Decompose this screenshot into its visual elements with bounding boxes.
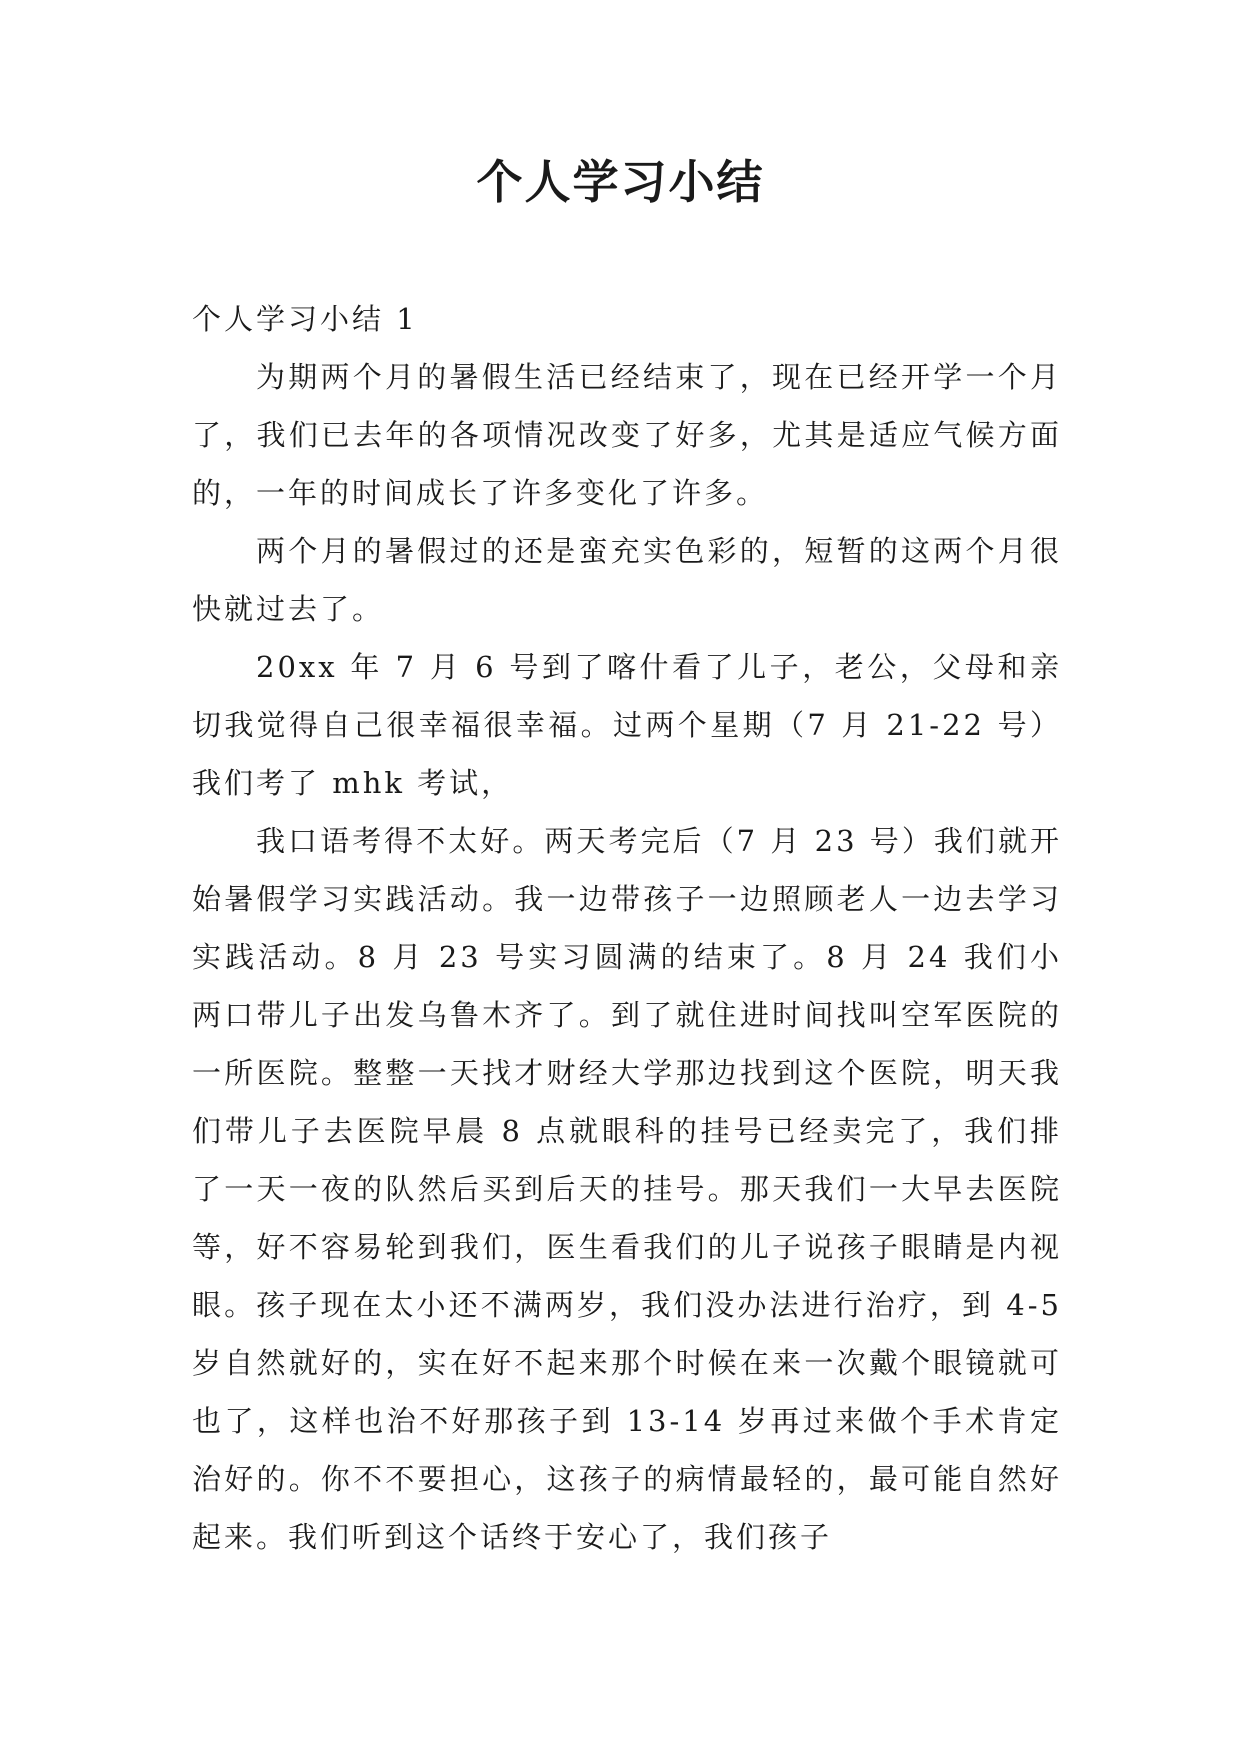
paragraph-2: 两个月的暑假过的还是蛮充实色彩的，短暂的这两个月很快就过去了。 — [192, 534, 1062, 626]
document-body — [192, 290, 1062, 1566]
document-title: 个人学习小结 — [476, 155, 765, 209]
paragraph-4: 我口语考得不太好。两天考完后（7 月 23 号）我们就开始暑假学习实践活动。我一边带孩子一边照顾老人一边去学习实践活动。8 月 23 号实习圆满的结束了。8 月 24 我们小两口带儿子出发乌鲁木齐了。到了就住进时间找叫空军医院的一所医院。整整一天找才财经大学那边找到这个医院，明天我们带儿子去医院早晨 8 点就眼科的挂号已经卖完了，我们排了一天一夜的队然后买到后天的挂号。那天我们一大早去医院等，好不容易轮到我们，医生看我们的儿子说孩子眼睛是内视眼。孩子现在太小还不满两岁，我们没办法进行治疗，到 4-5 岁自然就好的，实在好不起来那个时候在来一次戴个眼镜就可也了，这样也治不好那孩子到 13-14 岁再过来做个手术肯定治好的。你不不要担心，这孩子的病情最轻的，最可能自然好起来。我们听到这个话终于安心了，我们孩子 — [192, 824, 1062, 1554]
paragraph-1: 为期两个月的暑假生活已经结束了，现在已经开学一个月了，我们已去年的各项情况改变了好多，尤其是适应气候方面的，一年的时间成长了许多变化了许多。 — [192, 360, 1062, 510]
paragraph-3: 20xx 年 7 月 6 号到了喀什看了儿子，老公，父母和亲切我觉得自己很幸福很幸福。过两个星期（7 月 21-22 号）我们考了 mhk 考试， — [192, 650, 1062, 800]
section-heading: 个人学习小结 1 — [192, 302, 418, 336]
